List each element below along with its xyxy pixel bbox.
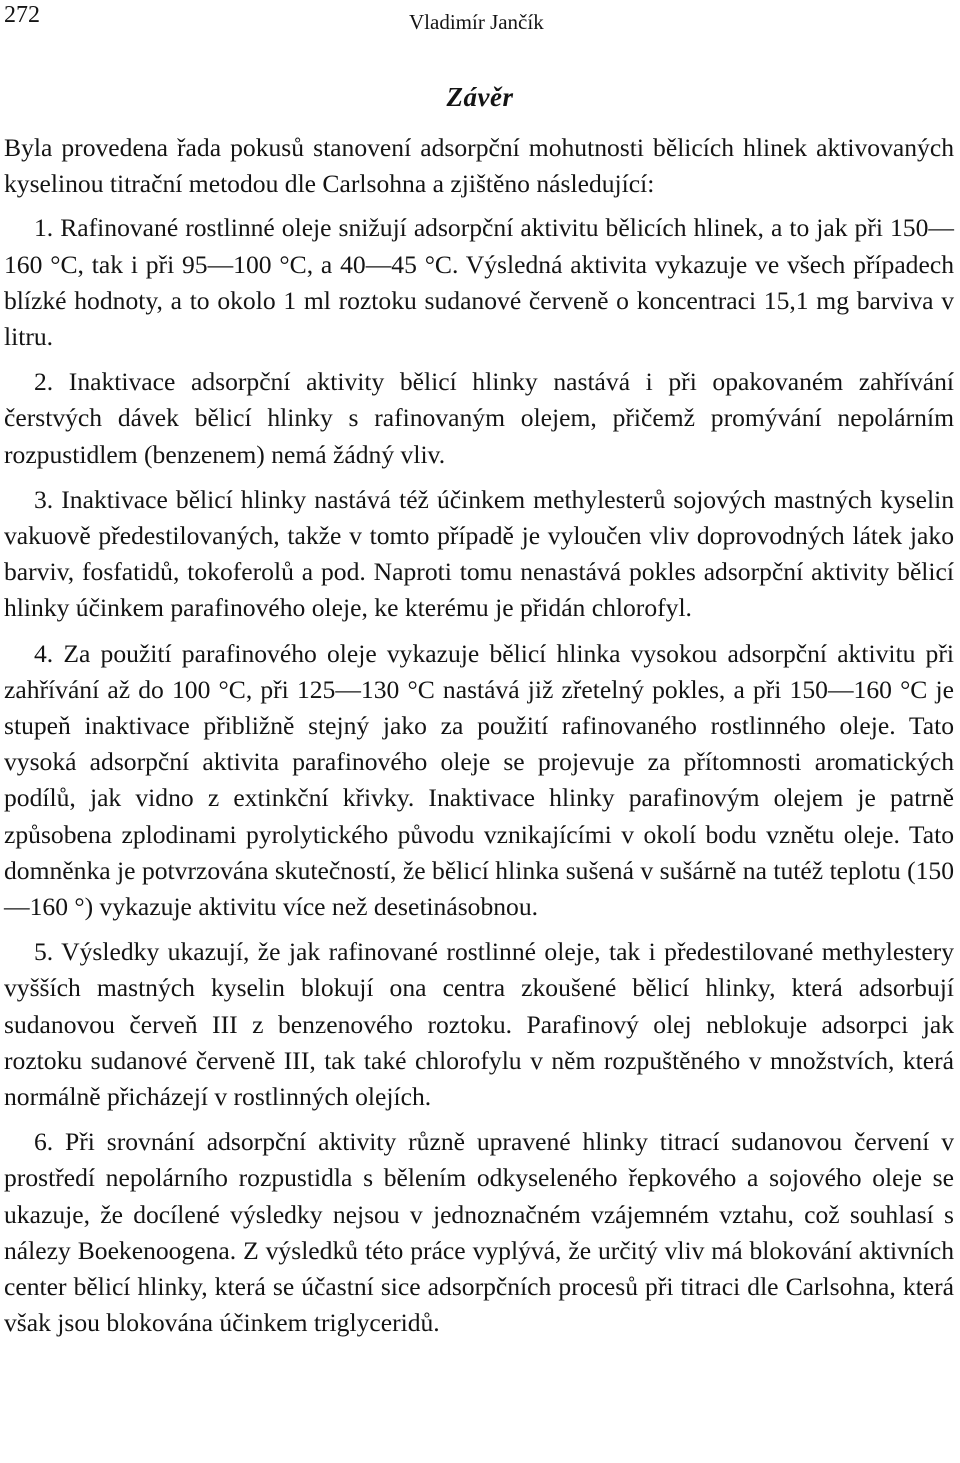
conclusion-item-1: 1. Rafinované rostlinné oleje snižují adsorpční aktivitu bělicích hlinek, a to jak při 150—160 °C, tak i při 95—100 °C, a 40—45 °C. Výsledná aktivita vykazuje ve všech případech blízké hodnoty, a to okolo 1 ml roztoku sudanové červeně o koncentraci 15,1 mg barviva v litru. xyxy=(4,213,954,352)
running-head xyxy=(4,2,952,42)
conclusion-item-6: 6. Při srovnání adsorpční aktivity různě upravené hlinky titrací sudanovou červení v prostředí nepolárního rozpustidla s bělením odkyseleného řepkového a sojového oleje se ukazuje, že docílené výsledky nejsou v jednoznačném vzájemném vztahu, což souhlasí s nálezy Boekenoogena. Z výsledků této práce vyplývá, že určitý vliv má blokování aktivních center bělicí hlinky, která se účastní sice adsorpčních procesů při titraci dle Carlsohna, která však jsou blokována účinkem triglyceridů. xyxy=(4,1127,954,1338)
body-text xyxy=(4,130,954,1351)
conclusion-item-2: 2. Inaktivace adsorpční aktivity bělicí hlinky nastává i při opakovaném zahřívání čerstvých dávek bělicí hlinky s rafinovaným olejem, přičemž promývání nepolárním rozpustidlem (benzenem) nemá žádný vliv. xyxy=(4,367,954,469)
conclusion-item-3: 3. Inaktivace bělicí hlinky nastává též účinkem methylesterů sojových mastných kyselin vakuově předestilovaných, takže v tomto případě je vyloučen vliv doprovodných látek jako barviv, fosfatidů, tokoferolů a pod. Naproti tomu nenastává pokles adsorpční aktivity bělicí hlinky účinkem parafinového oleje, ke kterému je přidán chlorofyl. xyxy=(4,484,954,623)
header-author: Vladimír Jančík xyxy=(409,10,544,34)
intro-paragraph: Byla provedena řada pokusů stanovení adsorpční mohutnosti bělicích hlinek aktivovaných kyselinou titrační metodou dle Carlsohna a zjištěno následující: xyxy=(4,133,954,199)
conclusion-item-4: 4. Za použití parafinového oleje vykazuje bělicí hlinka vysokou adsorpční aktivitu při zahřívání až do 100 °C, při 125—130 °C nastává již zřetelný pokles, a při 150—160 °C je stupeň inaktivace přibližně stejný jako za použití rafinovaného rostlinného oleje. Tato vysoká adsorpční aktivita parafinového oleje se projevuje za přítomnosti aromatických podílů, jak vidno z extinkční křivky. Inaktivace hlinky parafinovým olejem je patrně způsobena zplodinami pyrolytického původu vznikajícími v okolí bodu vznětu oleje. Tato domněnka je potvrzována skutečností, že bělicí hlinka sušená v sušárně na tutéž teplotu (150—160 °) vykazuje aktivitu více než desetinásobnou. xyxy=(4,638,954,922)
conclusion-item-5: 5. Výsledky ukazují, že jak rafinované rostlinné oleje, tak i předestilované methylestery vyšších mastných kyselin blokují ona centra zkoušené bělicí hlinky, která adsorbují sudanovou červeň III z benzenového roztoku. Parafinový olej neblokuje adsorpci jak roztoku sudanové červeně III, tak také chlorofylu v něm rozpuštěného v množstvích, která normálně přicházejí v rostlinných olejích. xyxy=(4,937,954,1112)
page-number: 272 xyxy=(4,2,40,28)
section-title: Závěr xyxy=(446,82,514,113)
